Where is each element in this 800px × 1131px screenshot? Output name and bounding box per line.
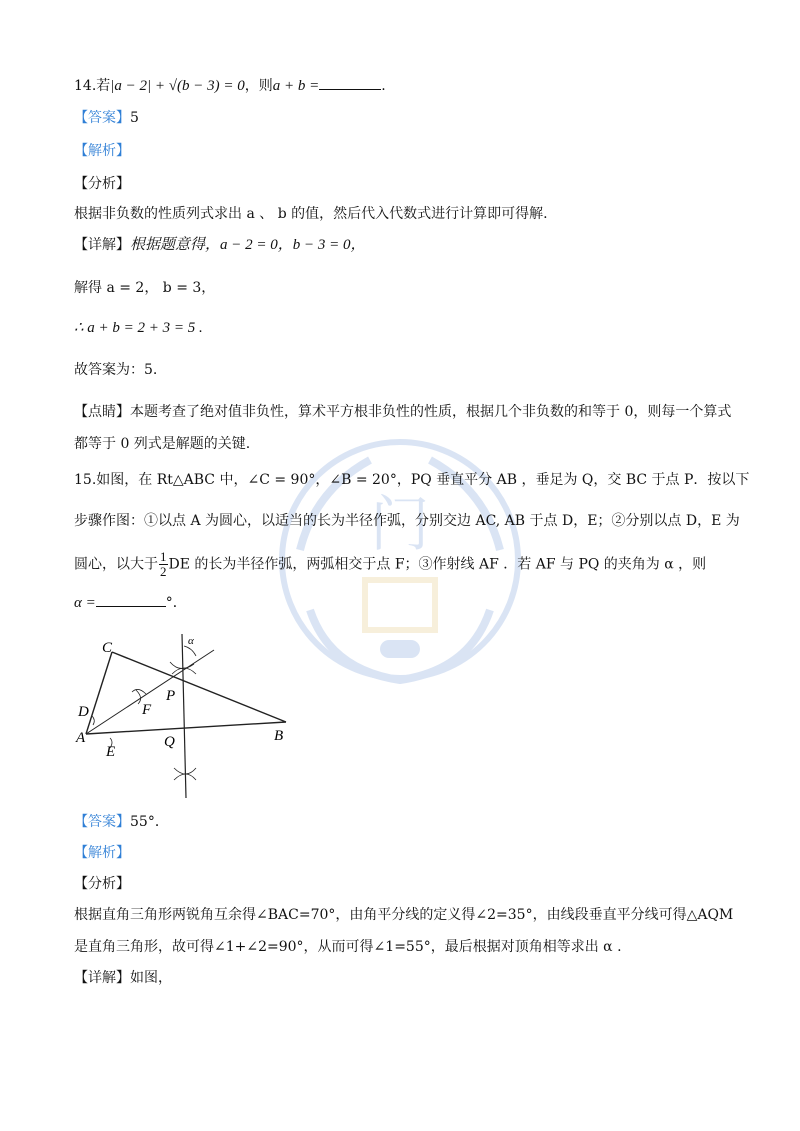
side-ac [86,652,112,734]
analysis-tag: 【解析】 [74,143,130,159]
q15-fenxi-line2: 是直角三角形，故可得∠1+∠2=90°，从而可得∠1=55°，最后根据对顶角相等求出 α . [74,939,622,955]
label-a: A [76,730,86,746]
q14-stem: 14.若|a − 2| + √(b − 3) = 0，则a + b = . [74,75,386,96]
label-f: F [142,702,152,718]
q14-detail: 【详解】根据题意得，a − 2 = 0，b − 3 = 0， [74,237,366,253]
label-e: E [106,744,116,760]
q15-fenxi: 【分析】 [74,876,130,892]
q15-stem-line2: 步骤作图：①以点 A 为圆心，以适当的长为半径作弧，分别交边 AC, AB 于点 D，E；②分别以点 D，E 为 [74,513,740,529]
answer-tag: 【答案】 [74,814,130,830]
geometry-figure [74,628,304,808]
side-ab [86,722,286,734]
q14-answer: 【答案】5 [74,110,139,126]
answer-blank [96,592,166,607]
q14-dianjing: 【点睛】本题考查了绝对值非负性，算术平方根非负性的性质，根据几个非负数的和等于 0，则每一个算式 [74,404,732,420]
q15-stem-line1: 15.如图，在 Rt△ABC 中，∠C = 90°，∠B = 20°，PQ 垂直平分 AB ，垂足为 Q，交 BC 于点 P．按以下 [74,472,750,488]
label-d: D [78,704,89,720]
q14-formula: |a − 2| + √(b − 3) = 0 [110,78,245,94]
label-p: P [166,688,176,704]
q15-fenxi-line1: 根据直角三角形两锐角互余得∠BAC=70°，由角平分线的定义得∠2=35°，由线段垂直平分线可得△AQM [74,907,734,923]
answer-blank [319,75,381,90]
q14-dianjing-line2: 都等于 0 列式是解题的关键. [74,436,251,452]
q14-fenxi-text: 根据非负数的性质列式求出 a 、 b 的值，然后代入代数式进行计算即可得解. [74,206,548,222]
fraction-half: $\frac{1}{2}$ [160,549,167,579]
label-alpha: α [188,635,194,647]
label-q: Q [164,734,175,750]
ray-af [86,650,214,734]
q15-detail: 【详解】如图， [74,970,172,986]
q14-solve: 解得 a = 2， b = 3， [74,280,216,296]
q14-therefore: ∴ a + b = 2 + 3 = 5 . [74,320,203,336]
q14-jiexi [74,141,130,161]
q15-stem-line4: α = °． [74,592,187,613]
answer-tag: 【答案】 [74,110,130,126]
q15-jiexi [74,843,130,863]
svg-text:门: 门 [370,490,430,560]
label-c: C [102,640,113,656]
q15-stem-line3: 圆心，以大于 $\frac{1}{2}$ DE 的长为半径作弧，两弧相交于点 F；③作射线 AF ．若 AF 与 PQ 的夹角为 α ，则 [74,549,707,579]
side-cb [112,652,286,722]
analysis-tag: 【解析】 [74,845,130,861]
q14-fenxi: 【分析】 [74,176,130,192]
label-b: B [274,728,284,744]
q14-final: 故答案为：5. [74,362,158,378]
q15-answer: 【答案】55°． [74,814,169,830]
